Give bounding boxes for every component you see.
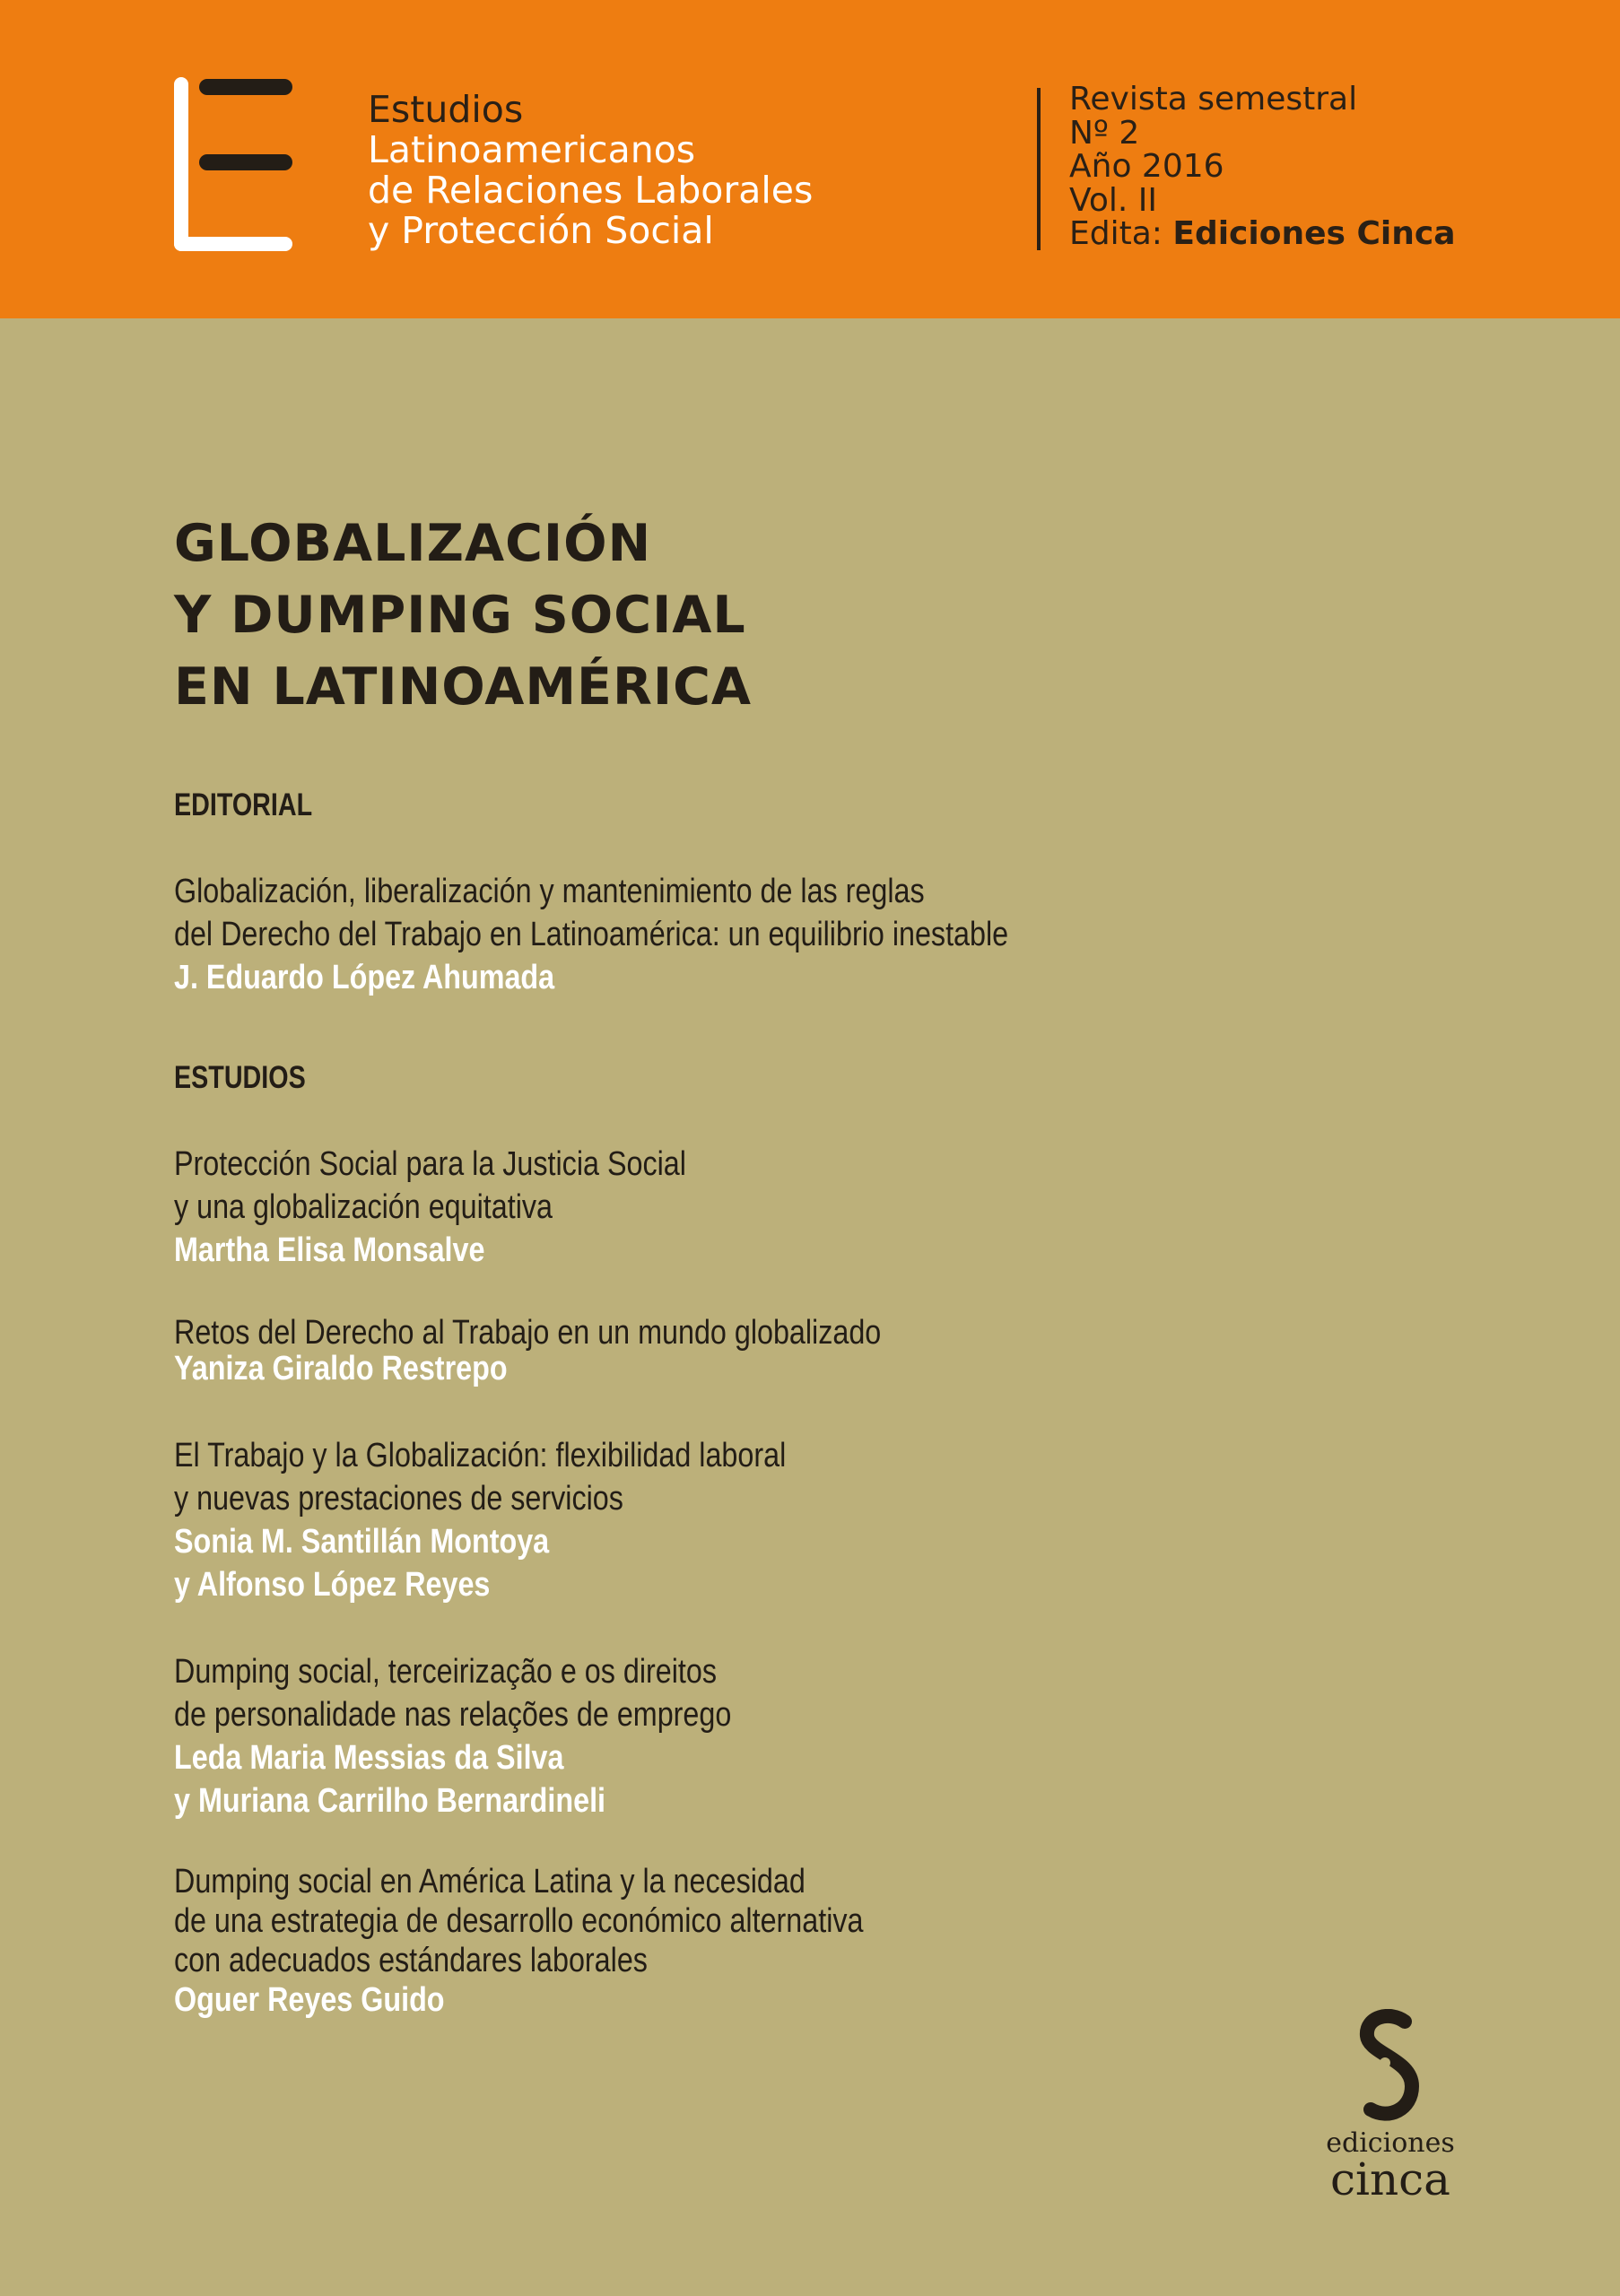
entry-title-line: de personalidade nas relações de emprego (174, 1696, 732, 1734)
estudios-heading: ESTUDIOS (174, 1060, 306, 1095)
entry-author: Oguer Reyes Guido (174, 1981, 445, 2019)
entry-title-line: y una globalización equitativa (174, 1188, 553, 1226)
entry-title-line: Globalización, liberalización y mantenimiento de las reglas (174, 873, 925, 910)
letter-e-logo-icon (174, 77, 292, 251)
entry-author: J. Eduardo López Ahumada (174, 959, 555, 996)
journal-name-line: Latinoamericanos (368, 128, 696, 171)
entry-author: Leda Maria Messias da Silva (174, 1739, 564, 1777)
header-divider (1037, 88, 1041, 250)
entry-title-line: y nuevas prestaciones de servicios (174, 1480, 623, 1518)
journal-name (368, 90, 813, 251)
estudio-entry (174, 1650, 731, 1822)
estudio-entry (174, 1862, 864, 2020)
publisher-wordmark (1319, 2127, 1462, 2205)
cover-title-line: Y DUMPING SOCIAL (174, 586, 746, 645)
journal-name-line: de Relaciones Laborales (368, 169, 814, 212)
entry-author: y Muriana Carrilho Bernardineli (174, 1782, 606, 1820)
entry-author: Yaniza Giraldo Restrepo (174, 1350, 508, 1387)
entry-author: Martha Elisa Monsalve (174, 1231, 485, 1269)
issue-number: Nº 2 (1069, 114, 1140, 152)
publisher-wordmark-line1: ediciones (1326, 2127, 1455, 2159)
estudio-entry (174, 1315, 881, 1387)
issue-volume: Vol. II (1069, 181, 1157, 219)
entry-author: Sonia M. Santillán Montoya (174, 1523, 550, 1561)
estudio-entry (174, 1434, 786, 1606)
publisher-prefix: Edita: (1069, 215, 1163, 252)
cover-title (174, 508, 752, 723)
issue-info (1069, 83, 1456, 251)
editorial-heading: EDITORIAL (174, 787, 313, 822)
entry-title-line: de una estrategia de desarrollo económico alternativa (174, 1902, 864, 1940)
publisher-line (1069, 217, 1456, 251)
entry-title-line: Dumping social, terceirização e os direitos (174, 1653, 718, 1691)
entry-title-line: del Derecho del Trabajo en Latinoamérica: un equilibrio inestable (174, 916, 1009, 953)
entry-title-line: con adecuados estándares laborales (174, 1942, 648, 1979)
cover-title-line: EN LATINOAMÉRICA (174, 657, 753, 717)
publisher-logo (1319, 2009, 1462, 2206)
journal-name-line: y Protección Social (368, 209, 714, 252)
entry-title-line: Retos del Derecho al Trabajo en un mundo globalizado (174, 1314, 882, 1352)
editorial-entry (174, 870, 1008, 999)
entry-title-line: El Trabajo y la Globalización: flexibilidad laboral (174, 1437, 787, 1474)
publisher-name: Ediciones Cinca (1172, 215, 1456, 252)
issue-year: Año 2016 (1069, 148, 1224, 185)
cover-title-line: GLOBALIZACIÓN (174, 514, 652, 573)
header-band (0, 0, 1620, 318)
entry-title-line: Protección Social para la Justicia Social (174, 1145, 686, 1183)
issue-type: Revista semestral (1069, 81, 1358, 117)
entry-title-line: Dumping social en América Latina y la necesidad (174, 1863, 806, 1900)
cinca-s-icon (1354, 2009, 1426, 2124)
estudio-entry (174, 1143, 686, 1272)
entry-author: y Alfonso López Reyes (174, 1566, 491, 1604)
publisher-wordmark-line2: cinca (1329, 2153, 1450, 2205)
journal-name-line: Estudios (368, 88, 524, 131)
